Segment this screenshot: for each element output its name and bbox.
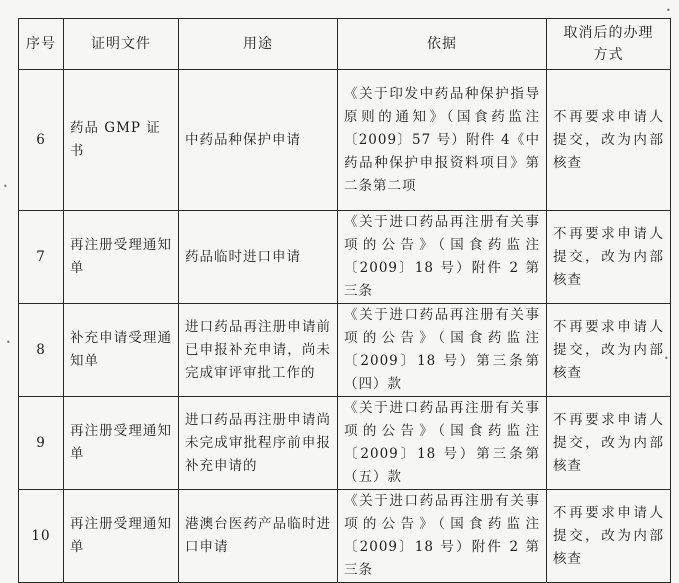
cell-purpose: 中药品种保护申请 xyxy=(179,70,338,211)
scan-speck: • xyxy=(666,6,671,15)
cell-purpose: 进口药品再注册申请尚未完成审批程序前申报补充申请的 xyxy=(179,397,338,490)
cell-basis: 《关于进口药品再注册有关事项的公告》（国食药监注〔2009〕18 号）第三条第（五）款 xyxy=(338,397,547,490)
cell-index: 10 xyxy=(19,490,64,583)
cell-document: 再注册受理通知单 xyxy=(64,397,179,490)
cell-index: 8 xyxy=(19,304,64,397)
cell-document: 再注册受理通知单 xyxy=(64,490,179,583)
cell-basis: 《关于印发中药品种保护指导原则的通知》（国食药监注〔2009〕57 号）附件 4《中药品种保护申报资料项目》第二条第二项 xyxy=(338,70,547,211)
table-row xyxy=(19,70,671,211)
cell-basis: 《关于进口药品再注册有关事项的公告》（国食药监注〔2009〕18 号）第三条第（四）款 xyxy=(338,304,547,397)
table-row xyxy=(19,490,671,583)
cell-purpose: 进口药品再注册申请前已申报补充申请，尚未完成审评审批工作的 xyxy=(179,304,338,397)
cell-index: 6 xyxy=(19,70,64,211)
header-document: 证明文件 xyxy=(64,19,179,70)
table-header-row xyxy=(19,19,671,70)
cell-document: 再注册受理通知单 xyxy=(64,211,179,304)
cell-index: 9 xyxy=(19,397,64,490)
cell-basis: 《关于进口药品再注册有关事项的公告》（国食药监注〔2009〕18 号）附件 2 第三条 xyxy=(338,211,547,304)
cell-purpose: 港澳台医药产品临时进口申请 xyxy=(179,490,338,583)
scan-speck: • xyxy=(6,338,11,347)
cell-method: 不再要求申请人提交，改为内部核查 xyxy=(547,70,671,211)
cell-method: 不再要求申请人提交，改为内部核查 xyxy=(547,397,671,490)
table-row xyxy=(19,397,671,490)
header-purpose: 用途 xyxy=(179,19,338,70)
cell-basis: 《关于进口药品再注册有关事项的公告》（国食药监注〔2009〕18 号）附件 2 第三条 xyxy=(338,490,547,583)
header-index: 序号 xyxy=(19,19,64,70)
cell-method: 不再要求申请人提交，改为内部核查 xyxy=(547,304,671,397)
cell-document: 药品 GMP 证书 xyxy=(64,70,179,211)
scan-speck: • xyxy=(664,354,669,363)
header-basis: 依据 xyxy=(338,19,547,70)
certificate-table xyxy=(18,18,671,583)
cell-index: 7 xyxy=(19,211,64,304)
table-row xyxy=(19,211,671,304)
cell-document: 补充申请受理通知单 xyxy=(64,304,179,397)
table-row xyxy=(19,304,671,397)
cell-method: 不再要求申请人提交，改为内部核查 xyxy=(547,211,671,304)
cell-method: 不再要求申请人提交，改为内部核查 xyxy=(547,490,671,583)
cell-purpose: 药品临时进口申请 xyxy=(179,211,338,304)
header-method: 取消后的办理方式 xyxy=(547,19,671,70)
scan-speck: • xyxy=(3,182,8,191)
